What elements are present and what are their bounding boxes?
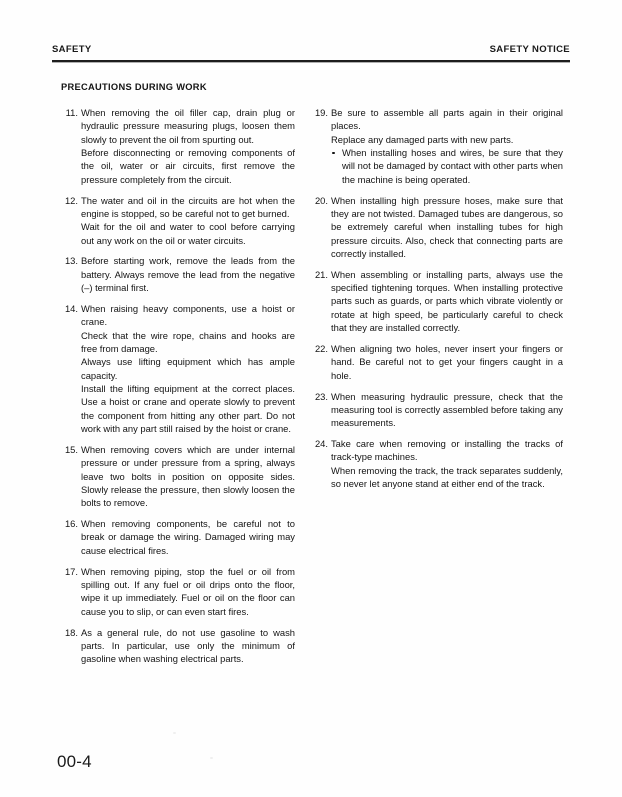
item-number: 18. xyxy=(64,626,78,638)
item-paragraph: Take care when removing or installing the tracks of track-type machines. xyxy=(331,438,563,463)
numbered-item xyxy=(61,626,295,666)
item-paragraph: Wait for the oil and water to cool before carrying out any work on the oil or water circuits. xyxy=(81,221,295,246)
item-paragraph: Install the lifting equipment at the correct places. Use a hoist or crane and operate slowly to prevent the component from hitting any other part. Do not work with any part still raised by the hoist or crane. xyxy=(81,383,295,435)
item-paragraph: When removing components, be careful not to break or damage the wiring. Damaged wiring may cause electrical fires. xyxy=(81,518,295,556)
item-paragraph: Replace any damaged parts with new parts. xyxy=(331,133,514,145)
item-paragraph: Be sure to assemble all parts again in their original places. xyxy=(331,107,563,132)
item-paragraph: The water and oil in the circuits are hot when the engine is stopped, so be careful not to get burned. xyxy=(81,194,295,219)
bullet-text: When installing hoses and wires, be sure that they will not be damaged by contact with other parts when the machine is being operated. xyxy=(342,147,563,185)
header-divider xyxy=(52,60,570,62)
item-number: 19. xyxy=(314,107,328,118)
section-heading: PRECAUTIONS DURING WORK xyxy=(61,82,207,92)
bullet-item xyxy=(331,146,563,186)
item-paragraph: When installing high pressure hoses, make sure that they are not twisted. Damaged tubes are dangerous, so be extremely careful when installing tubes for high pressure circuits. Also, check that connecting parts are correctly installed. xyxy=(331,194,563,259)
item-number: 20. xyxy=(314,194,328,206)
item-paragraph: When aligning two holes, never insert your fingers or hand. Be careful not to get your fingers caught in a hole. xyxy=(331,343,563,381)
item-number: 21. xyxy=(314,268,328,280)
numbered-item xyxy=(61,106,295,186)
item-number: 11. xyxy=(65,107,78,118)
item-paragraph: When removing covers which are under internal pressure or under pressure from a spring, always leave two bolts in position on opposite sides. Slowly release the pressure, then slowly loosen the bolts to remove. xyxy=(81,443,295,509)
numbered-item xyxy=(61,194,295,247)
item-paragraph: Check that the wire rope, chains and hooks are free from damage. xyxy=(81,329,295,354)
header-right-label: SAFETY NOTICE xyxy=(489,44,570,55)
item-paragraph: When measuring hydraulic pressure, check that the measuring tool is correctly assembled before taking any measurements. xyxy=(331,390,563,429)
item-paragraph: Before disconnecting or removing components of the oil, water or air circuits, first remove the pressure completely from the circuit. xyxy=(81,147,295,185)
item-paragraph: When removing the track, the track separates suddenly, so never let anyone stand at either end of the track. xyxy=(331,464,563,490)
numbered-item xyxy=(311,194,563,261)
item-paragraph: Always use lifting equipment which has ample capacity. xyxy=(81,356,295,381)
numbered-item xyxy=(311,268,563,335)
item-number: 22. xyxy=(314,343,328,354)
scan-speckle xyxy=(210,757,213,759)
numbered-item xyxy=(61,565,295,618)
numbered-item xyxy=(61,254,295,294)
item-paragraph: When removing piping, stop the fuel or oil from spilling out. If any fuel or oil drips onto the floor, wipe it up immediately. Fuel or oil on the floor can cause you to slip, or can even start fires. xyxy=(81,565,295,617)
item-number: 12. xyxy=(64,194,78,206)
numbered-item xyxy=(311,437,563,490)
item-number: 14. xyxy=(64,302,78,314)
item-paragraph: Before starting work, remove the leads from the battery. Always remove the lead from the negative (–) terminal first. xyxy=(81,255,295,294)
left-text-column xyxy=(61,106,295,666)
item-paragraph: When raising heavy components, use a hoist or crane. xyxy=(81,302,295,328)
item-number: 15. xyxy=(64,443,78,455)
item-number: 17. xyxy=(64,565,78,577)
right-text-column xyxy=(311,106,563,490)
item-paragraph: When assembling or installing parts, always use the specified tightening torques. When installing protective parts such as guards, or parts which vibrate violently or rotate at high speed, be particularly careful to check that they are installed correctly. xyxy=(331,268,563,334)
scan-speckle xyxy=(556,300,559,302)
item-number: 16. xyxy=(64,518,78,530)
page-header xyxy=(52,44,570,66)
numbered-item xyxy=(311,106,563,186)
numbered-item xyxy=(61,302,295,435)
item-number: 13. xyxy=(64,255,78,267)
item-paragraph: As a general rule, do not use gasoline to wash parts. In particular, use only the minimum of gasoline when washing electrical parts. xyxy=(81,626,295,665)
page-number: 00-4 xyxy=(57,752,92,771)
numbered-item xyxy=(311,342,563,382)
numbered-item xyxy=(311,390,563,430)
item-number: 24. xyxy=(314,438,328,450)
item-paragraph: When removing the oil filler cap, drain plug or hydraulic pressure measuring plugs, loosen them slowly to prevent the oil from spurting out. xyxy=(81,107,295,145)
header-left-label: SAFETY xyxy=(52,44,92,55)
scan-speckle xyxy=(173,732,176,734)
numbered-item xyxy=(61,517,295,557)
item-number: 23. xyxy=(314,390,328,402)
numbered-item xyxy=(61,443,295,510)
bullet-dot-icon xyxy=(332,152,335,155)
